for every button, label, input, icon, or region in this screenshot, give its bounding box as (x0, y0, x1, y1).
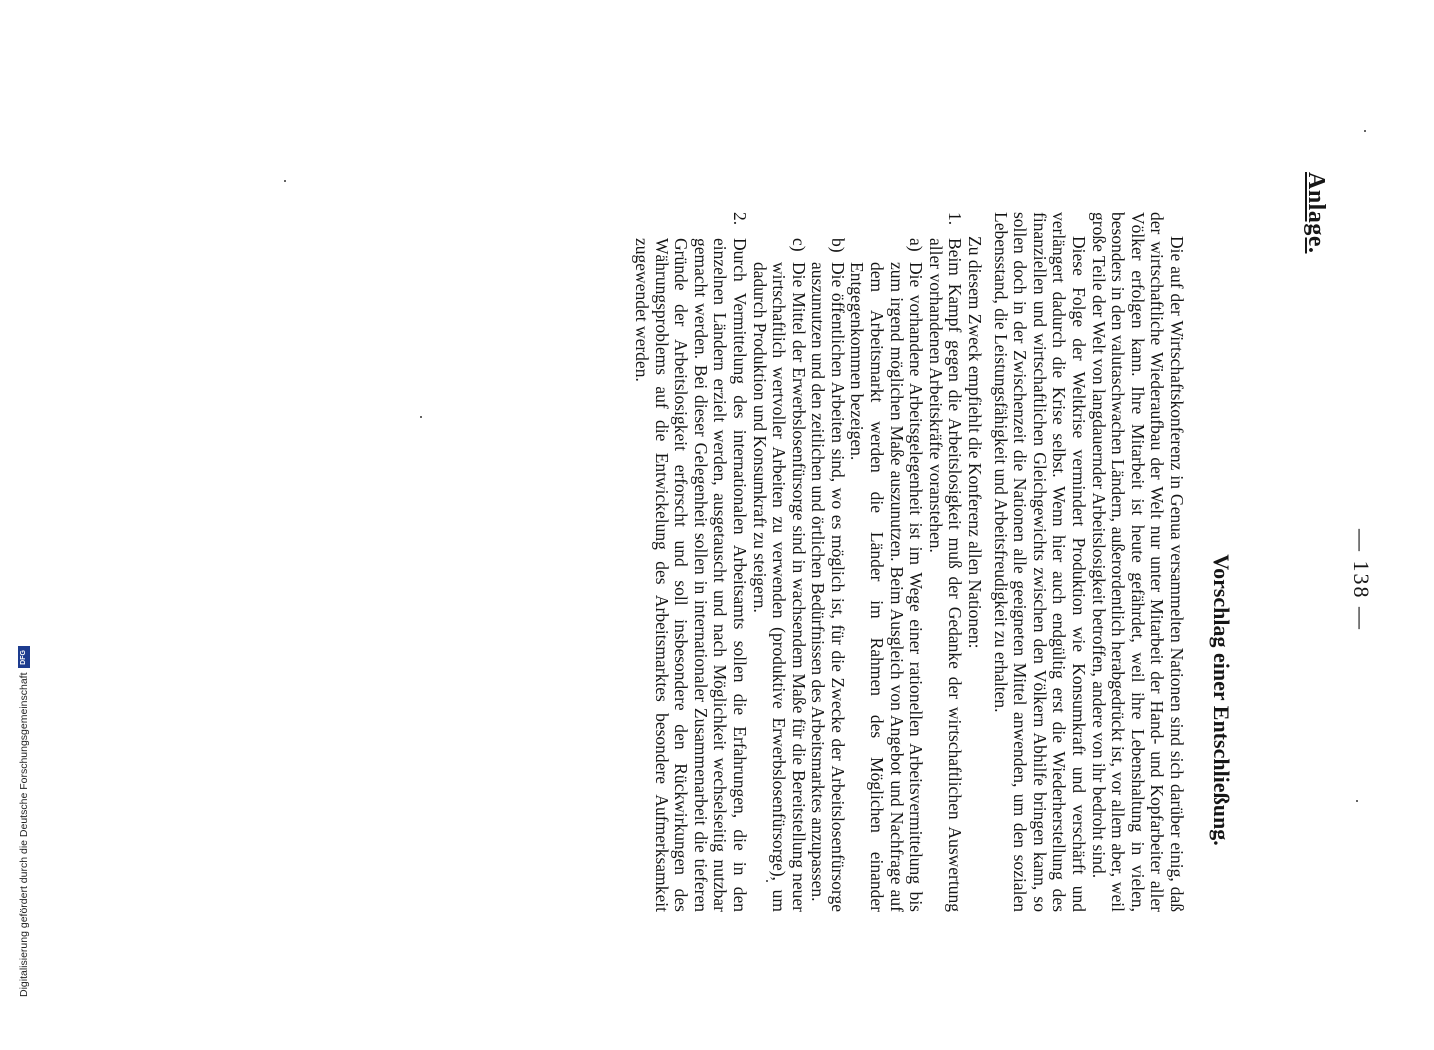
document-title: Vorschlag einer Entschließung. (1209, 554, 1234, 846)
digitization-credit (18, 646, 30, 997)
list-marker: 1. (945, 212, 966, 226)
sub-item-a (847, 212, 925, 912)
sub-item-c (749, 212, 808, 912)
scan-speck (284, 180, 286, 182)
sub-item-text: Die vorhandene Arbeitsgelegenheit ist im Wege einer rationellen Arbeitsvermittelung bis zum irgend möglichen Maße auszunutzen. Beim Ausgleich von Angebot und Nachfrage auf dem Arbeitsmarkt werden die Länder im Rahmen des Möglichen einander Entgegenkommen bezeigen. (847, 262, 927, 912)
sub-item-text: Die öffentlichen Arbeiten sind, wo es möglich ist, für die Zwecke der Arbeitslosenfürsorge auszunutzen und den zeitlichen und örtlichen Bedürfnissen des Arbeitsmarktes anzupassen. (808, 262, 848, 912)
annex-heading: Anlage. (1303, 172, 1329, 254)
paragraph-2: Diese Folge der Weltkrise vermindert Produktion wie Konsumkraft und verschärft und verlängert dadurch die Krise selbst. Wenn hier auch endgültig erst die Wiederherstellung des finanziellen und wirtschaftlichen Gleichgewichts zwischen den Völkern Abhilfe bringen kann, so sollen doch in der Zwischenzeit die Nationen alle geeigneten Mittel anwenden, um den sozialen Lebensstand, die Leistungsfähigkeit und Arbeitsfreudigkeit zu erhalten. (990, 212, 1090, 912)
list-item-2 (631, 212, 749, 912)
sub-marker: b) (827, 238, 848, 253)
list-item-text: Durch Vermittelung des internationalen Arbeitsamts sollen die Erfahrungen, die in den einzelnen Ländern erzielt werden, ausgetauscht und nach Möglichkeit wechselseitig nutzbar gemacht werden. Bei dieser Gelegenheit sollen in internationaler Zusammenarbeit die tieferen Gründe der Arbeitslosigkeit erforscht und soll insbesondere den Rückwirkungen des Währungsproblems auf die Entwickelung des Arbeitsmarktes besondere Aufmerksamkeit zugewendet werden. (631, 238, 750, 912)
sub-item-b (808, 212, 847, 912)
recommendation-intro: Zu diesem Zweck empfiehlt die Konferenz allen Nationen: (965, 236, 986, 649)
page-number: — 138 — (1349, 529, 1374, 631)
list-marker: 2. (729, 212, 750, 226)
scan-speck (1364, 130, 1366, 132)
sub-item-text: Die Mittel der Erwerbslosenfürsorge sind in wachsendem Maße für die Bereitstellung neuer wirtschaftlich wertvoller Arbeiten zu verwenden (produktive Erwerbslosenfürsorge), um dadurch Produktion und Konsumkraft zu steigern. (749, 262, 809, 912)
sub-marker: c) (788, 238, 809, 252)
document-body (631, 212, 1186, 912)
scan-speck (420, 416, 422, 418)
list-item-1 (925, 212, 964, 912)
list-item-text: Beim Kampf gegen die Arbeitslosigkeit muß der Gedanke der wirtschaftlichen Auswertung aller vorhandenen Arbeitskräfte voranstehen. (925, 238, 966, 912)
dfg-logo-icon: DFG (18, 646, 30, 668)
scan-speck (1356, 800, 1358, 802)
scan-speck (766, 880, 768, 882)
sub-marker: a) (906, 238, 927, 252)
credit-text: Digitalisierung gefördert durch die Deutsche Forschungsgemeinschaft (18, 672, 30, 997)
paragraph-1: Die auf der Wirtschaftskonferenz in Genua versammelten Nationen sind sich darüber einig, daß der wirtschaftliche Wiederaufbau der Welt nur unter Mitarbeit der Hand- und Kopfarbeiter aller Völker erfolgen kann. Ihre Mitarbeit ist heute gefährdet, weil ihre Lebenshaltung in vielen, besonders in den valutaschwachen Ländern, außerordentlich herabgedrückt ist, vor allem aber, weil große Teile der Welt von langdauernder Arbeitslosigkeit betroffen, andere von ihr bedroht sind. (1088, 212, 1187, 912)
